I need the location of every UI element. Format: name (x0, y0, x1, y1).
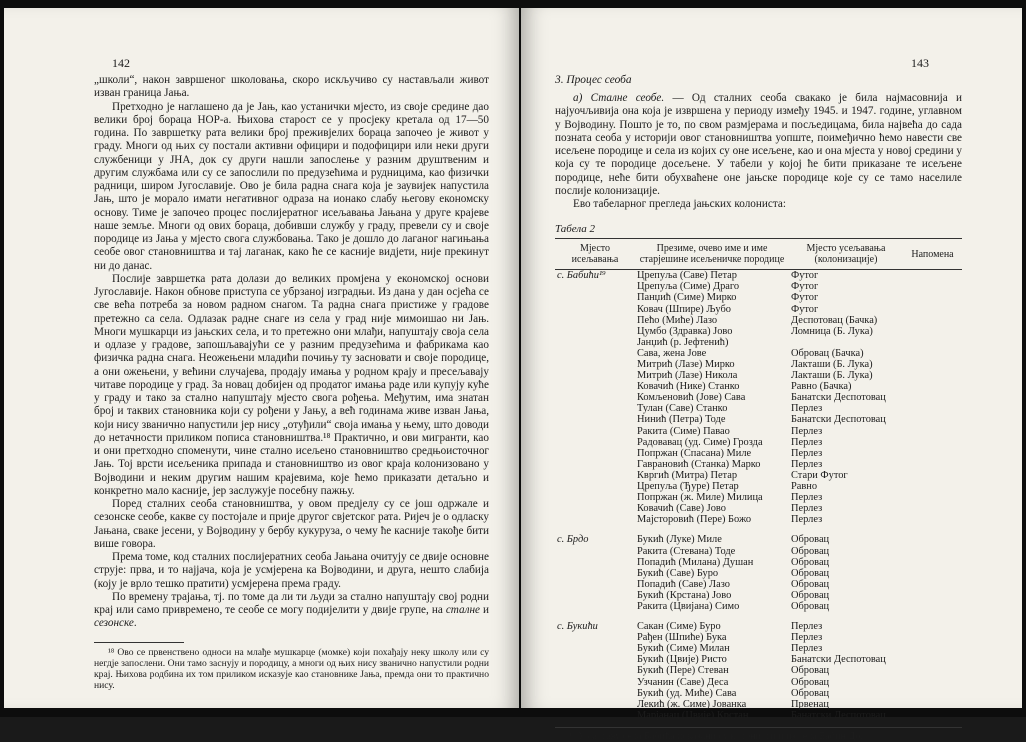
destination-cell: Обровац (791, 665, 830, 677)
place-cell (555, 632, 635, 643)
family-cell: Лекић (ж. Симе) Јованка (637, 698, 747, 710)
place-cell (555, 381, 635, 392)
place-cell (555, 326, 635, 337)
destination-cell: Обровац (791, 676, 830, 688)
family-cell: Букић (Пере) Стеван (637, 665, 729, 677)
column-header: Напомена (903, 239, 962, 270)
column-header: Мјесто исељавања (555, 239, 635, 270)
note-cell (903, 665, 962, 676)
note-cell (903, 403, 962, 414)
destination-cell: Футог (791, 281, 819, 293)
table-row (555, 654, 962, 665)
family-cell: Тулан (Саве) Станко (637, 403, 728, 415)
destination-cell: Деспотовац (Бачка) (791, 314, 878, 326)
table-row (555, 403, 962, 414)
place-cell (555, 470, 635, 481)
place-cell (555, 315, 635, 326)
destination-cell: Банатски Деспотовац (791, 392, 886, 404)
place-cell (555, 677, 635, 688)
destination-cell: Футог (791, 270, 819, 282)
place-cell (555, 337, 635, 348)
family-cell: Попадић (Саве) Лазо (637, 578, 730, 590)
table-row (555, 546, 962, 557)
table-row (555, 534, 962, 545)
table-row (555, 699, 962, 710)
family-cell: Нинић (Петра) Тоде (637, 414, 726, 426)
paragraph-text: По времену трајања, тј. по томе да ли ти људи за стално напуштају свој родни крај или само привремено, те сеобе се могу подијелити у двије групе, на (94, 590, 489, 616)
italic-term: сталне (445, 604, 480, 616)
right-body-text (555, 92, 962, 211)
note-cell (903, 654, 962, 665)
table-row (555, 448, 962, 459)
place-cell (555, 665, 635, 676)
place-cell (555, 557, 635, 568)
place-cell (555, 492, 635, 503)
table-row (555, 677, 962, 688)
place-cell (555, 270, 635, 282)
table-row (555, 270, 962, 282)
place-cell (555, 348, 635, 359)
note-cell (903, 448, 962, 459)
place-cell (555, 414, 635, 425)
family-cell: Пећо (Миће) Лазо (637, 314, 718, 326)
family-cell: Букић (Луке) Миле (637, 534, 722, 546)
place-cell (555, 281, 635, 292)
family-cell: Ракита (Цвијана) Симо (637, 600, 740, 612)
place-cell (555, 688, 635, 699)
place-name: с. Букићи (557, 621, 598, 633)
destination-cell: Перлез (791, 514, 823, 526)
destination-cell: Обровац (791, 578, 830, 590)
paragraph: Претходно је наглашено да је Јањ, као устанички мјесто, из своје средине дао велики број бораца НОР-а. Њихова старост се у просјеку кретала од 17—50 година. По завршетку рата велики број преживјелих бораца започео је живот у граду. Многи од њих су постали активни официри и подофицири или неки други службеници у ЈНА, док су други нашли запослење у разним друштвеним и другим службама или су се запослили по предузећима и рудницима, као физички радници, широм Југославије. Ово је била радна снага која је заувијек напустила Јањ, што је морало имати негативног одраза на ионако слабу његову економску основу. Тиме је започео процес послијератног исељавања Јањана у друге крајеве наше земље. Многи од ових бораца, добивши службу у граду, превели су и своје породице из Јања у мјесто свога службовања. Тако је дошло до лаганог нагињања сеобе овог становништва и тај лаганак, како ће се касније видјети, није прекинут ни до данас. (94, 100, 489, 272)
note-cell (903, 688, 962, 699)
destination-cell: Обровац (791, 687, 830, 699)
note-cell (903, 426, 962, 437)
note-cell (903, 414, 962, 425)
page-number: 143 (911, 56, 929, 70)
place-cell (555, 392, 635, 403)
family-cell: Ракита (Симе) Павао (637, 425, 730, 437)
table-row (555, 665, 962, 676)
italic-term: сезонске (94, 617, 134, 630)
note-cell (903, 568, 962, 579)
family-cell: Сава, жена Јове (637, 347, 707, 359)
table-row (555, 503, 962, 514)
family-cell: Митрић (Лазе) Никола (637, 370, 738, 382)
destination-cell (789, 337, 903, 348)
place-cell (555, 579, 635, 590)
place-cell (555, 699, 635, 710)
table-row (555, 414, 962, 425)
note-cell (903, 304, 962, 315)
table-row (555, 470, 962, 481)
family-cell: Цумбо (Здравка) Јово (637, 325, 733, 337)
table-row (555, 710, 962, 721)
table-row (555, 557, 962, 568)
destination-cell: Равно (Бачка) (791, 381, 852, 393)
place-cell (555, 710, 635, 721)
family-cell: Марјанац (Цвије) Крстан (637, 709, 749, 721)
family-cell: Јанџић (р. Јефтенић) (637, 336, 729, 348)
note-cell (903, 470, 962, 481)
table-row (555, 481, 962, 492)
table-row (555, 337, 962, 348)
table-row (555, 590, 962, 601)
destination-cell: Равно (791, 481, 818, 493)
family-cell: Ковачић (Нике) Станко (637, 381, 740, 393)
footnote-rule (94, 642, 184, 643)
table-row (555, 392, 962, 403)
family-cell: Попржан (ж. Миле) Милица (637, 492, 763, 504)
table-caption: Табела 2 (555, 223, 596, 236)
note-cell (903, 292, 962, 303)
group-spacer (555, 612, 962, 621)
table-row (555, 326, 962, 337)
destination-cell: Обровац (791, 600, 830, 612)
table-row (555, 601, 962, 612)
note-cell (903, 437, 962, 448)
paragraph: „школи“, након завршеног школовања, скоро искључиво су настављали живот изван граница Јања. (94, 74, 489, 100)
destination-cell: Обровац (791, 567, 830, 579)
period: . (133, 617, 137, 630)
destination-cell: Банатски Деспотовац (791, 414, 886, 426)
place-cell (555, 568, 635, 579)
family-cell: Букић (Цвије) Ристо (637, 654, 727, 666)
table-row (555, 688, 962, 699)
right-page (521, 8, 1022, 742)
paragraph: Према томе, код сталних послијератних сеоба Јањана очитују се двије основне струје: прва, и то најјача, која је усмјерена ка Војводини, и друга, нешто слабија (коју је врло тешко пратити) усмјерена према граду. (94, 551, 489, 590)
table-row (555, 621, 962, 632)
table-row (555, 348, 962, 359)
paragraph: Поред сталних сеоба становништва, у овом предјелу су се још одржале и сезонске сеобе, какве су постојале и прије другог свјетског рата. Ријеч је о одласку Јањана, сваке јесени, у Војводину у бербу кукуруза, о чему ће касније такође бити више говора. (94, 498, 489, 550)
colonists-table (555, 238, 962, 721)
destination-cell: Перлез (791, 436, 823, 448)
table-row (555, 304, 962, 315)
table-row (555, 281, 962, 292)
family-cell: Ковач (Шпире) Љубо (637, 303, 731, 315)
note-cell (903, 315, 962, 326)
place-name: с. Брдо (557, 534, 589, 546)
place-cell (555, 503, 635, 514)
note-cell (903, 590, 962, 601)
place-cell (555, 370, 635, 381)
note-cell (903, 270, 962, 282)
note-cell (903, 503, 962, 514)
table-row (555, 370, 962, 381)
destination-cell: Лакташи (Б. Лука) (791, 370, 873, 382)
note-cell (903, 337, 962, 348)
place-cell (555, 459, 635, 470)
destination-cell: Перлез (791, 503, 823, 515)
place-cell (555, 292, 635, 303)
section-title: 3. Процес сеоба (555, 74, 632, 86)
family-cell: Букић (уд. Миће) Сава (637, 687, 737, 699)
destination-cell: Лакташи (Б. Лука) (791, 359, 873, 370)
note-cell (903, 699, 962, 710)
table-row (555, 568, 962, 579)
table-row (555, 292, 962, 303)
family-cell: Узчанин (Саве) Деса (637, 676, 729, 688)
destination-cell: Банатски Деспотовац (791, 654, 886, 666)
place-cell (555, 643, 635, 654)
place-cell (555, 426, 635, 437)
family-cell: Букић (Крстана) Јово (637, 589, 732, 601)
place-cell (555, 359, 635, 370)
place-cell (555, 654, 635, 665)
table-row (555, 315, 962, 326)
family-cell: Попадић (Милана) Душан (637, 556, 754, 568)
place-cell (555, 590, 635, 601)
destination-cell: Перлез (791, 621, 823, 633)
left-page (4, 8, 519, 708)
destination-cell: Перлез (791, 643, 823, 655)
family-cell: Митрић (Лазе) Мирко (637, 359, 735, 370)
note-cell (903, 459, 962, 470)
note-cell (903, 677, 962, 688)
note-cell (903, 359, 962, 370)
left-body-text (94, 74, 489, 631)
family-cell: Црепуља (Симе) Драго (637, 281, 740, 293)
note-cell (903, 370, 962, 381)
footnote: ¹⁹ У саставу села Бабића исказани су колонисти и из села Бабин До. (555, 727, 962, 742)
family-cell: Рађен (Шпиће) Бука (637, 632, 727, 644)
place-name: с. Бабићи¹⁹ (557, 270, 606, 282)
place-cell (555, 481, 635, 492)
note-cell (903, 632, 962, 643)
family-cell: Црепуља (Саве) Петар (637, 270, 737, 282)
note-cell (903, 481, 962, 492)
table-row (555, 426, 962, 437)
destination-cell: Обровац (791, 556, 830, 568)
destination-cell: Футог (791, 292, 819, 304)
table-row (555, 632, 962, 643)
place-cell (555, 601, 635, 612)
family-cell: Квргић (Митра) Петар (637, 469, 738, 481)
place-cell (555, 448, 635, 459)
family-cell: Попржан (Спасана) Миле (637, 447, 752, 459)
destination-cell: Банатски Деспотовац (791, 709, 886, 721)
table-header-row (555, 239, 962, 270)
table-row (555, 459, 962, 470)
place-cell (555, 621, 635, 632)
destination-cell: Обровац (791, 534, 830, 546)
note-cell (903, 643, 962, 654)
place-cell (555, 403, 635, 414)
family-cell: Букић (Симе) Милан (637, 643, 730, 655)
note-cell (903, 621, 962, 632)
family-cell: Мајсторовић (Пере) Божо (637, 514, 752, 526)
family-cell: Црепуља (Ђуре) Петар (637, 481, 739, 493)
note-cell (903, 281, 962, 292)
destination-cell: Перлез (791, 447, 823, 459)
note-cell (903, 514, 962, 525)
destination-cell: Перлез (791, 403, 823, 415)
note-cell (903, 710, 962, 721)
table-row (555, 492, 962, 503)
place-cell (555, 437, 635, 448)
destination-cell: Перлез (791, 458, 823, 470)
family-cell: Гаврановић (Станка) Марко (637, 458, 761, 470)
note-cell (903, 601, 962, 612)
destination-cell: Обровац (791, 545, 830, 557)
family-cell: Букић (Саве) Буро (637, 567, 719, 579)
family-cell: Радовавац (уд. Симе) Грозда (637, 436, 763, 448)
note-cell (903, 492, 962, 503)
table-body (555, 270, 962, 721)
destination-cell: Перлез (791, 492, 823, 504)
destination-cell: Футог (791, 303, 819, 315)
family-cell: Комљеновић (Јове) Сава (637, 392, 746, 404)
table-row (555, 381, 962, 392)
note-cell (903, 579, 962, 590)
note-cell (903, 557, 962, 568)
destination-cell: Перлез (791, 632, 823, 644)
note-cell (903, 348, 962, 359)
place-cell (555, 534, 635, 545)
paragraph: Ево табеларног прегледа јањских колониста: (573, 198, 786, 210)
note-cell (903, 392, 962, 403)
destination-cell: Ломница (Б. Лука) (791, 325, 873, 337)
paragraph (555, 92, 962, 198)
family-cell: Панџић (Симе) Мирко (637, 292, 737, 304)
column-header: Мјесто усељавања (колонизације) (789, 239, 903, 270)
destination-cell: Обровац (791, 589, 830, 601)
destination-cell: Обровац (Бачка) (791, 347, 864, 359)
joiner: и (479, 604, 489, 616)
paragraph (94, 591, 489, 631)
table-row (555, 437, 962, 448)
place-cell (555, 304, 635, 315)
destination-cell: Перлез (791, 425, 823, 437)
destination-cell: Стари Футог (791, 469, 848, 481)
paragraph: Послије завршетка рата долази до великих промјена у економској основи Југославије. Након обнове приступа се убрзаној изградњи. Из дана у дан осјећа се све већа потреба за новом радном снагом. Та радна снага пристиже у градове претежно са села. Одлазак радне снаге из села у град није мимоишао ни Јањ. Многи мушкарци из јањских села, и то претежно они млађи, напуштају своја села и одлазе у градове, запошљавајући се у разним предузећима и фабрикама као физичка радна снага. Неожењени младићи почињу ту засновати и своје породице, а они ожењени, у већини случајева, продају имања у родном крају и пресељавају читаве породице у град. За новац добијен од продатог имања раде или купују куће у граду и тако за стално напуштају мјесто свога рођења. Међутим, има знатан број и таквих становника који су рођени у Јању, а већ годинама живе изван Јања, који нису званично напустили јер нису „отуђили“ своја имања у њему, што доводи до нетачности приликом пописа становништва.¹⁸ Практично, и ови мигранти, као и они претходно споменути, чине стално исељено становништво средњоисточног Јањ. Тој врсти исељеника припада и становништво из овог краја колонизовано у Војводини и неким другим нашим крајевима, које ћемо приказати детаљно и конкретно мало касније, јер заслужује посебну пажњу. (94, 272, 489, 497)
table-row (555, 514, 962, 525)
family-cell: Сакан (Симе) Буро (637, 621, 721, 633)
paragraph-text: — Од сталних сеоба свакако је била најмасовнија и најуочљивија она која је извршена у периоду између 1945. и 1947. године, углавном у Војводину. Пошто је то, по свом размјерама и посљедицама, била највећа до сада позната сеоба у историји овог становништва уопште, поимеђично ћемо навести све исељене породице и села из којих су оне исељене, као и она мјеста у новој средини у која су те породице досељене. У табели у којој ће бити приказане те исељене породице, неће бити обухваћене оне јањске породице које су се тамо населиле послије колонизације. (555, 92, 962, 197)
note-cell (903, 381, 962, 392)
footnote: ¹⁸ Ово се првенствено односи на млађе мушкарце (момке) који похађају неку школу или су негдје запослени. Они тамо заснују и породицу, а многи од њих нису званично напустили родни крај. Њихова родбина их том приликом исказује као становнике Јања, премда они то практично нису. (94, 646, 489, 691)
table-row (555, 359, 962, 370)
page-number: 142 (112, 56, 130, 70)
note-cell (903, 326, 962, 337)
place-cell (555, 514, 635, 525)
note-cell (903, 546, 962, 557)
note-cell (903, 534, 962, 545)
table-row (555, 643, 962, 654)
destination-cell: Првенац (791, 698, 829, 710)
family-cell: Ракита (Стевана) Тоде (637, 545, 736, 557)
subhead: а) Сталне сеобе. (573, 92, 665, 104)
group-spacer (555, 525, 962, 534)
place-cell (555, 546, 635, 557)
family-cell: Ковачић (Саве) Јово (637, 503, 726, 515)
table-row (555, 579, 962, 590)
column-header: Презиме, очево име и име старјешине исељеничке породице (635, 239, 789, 270)
